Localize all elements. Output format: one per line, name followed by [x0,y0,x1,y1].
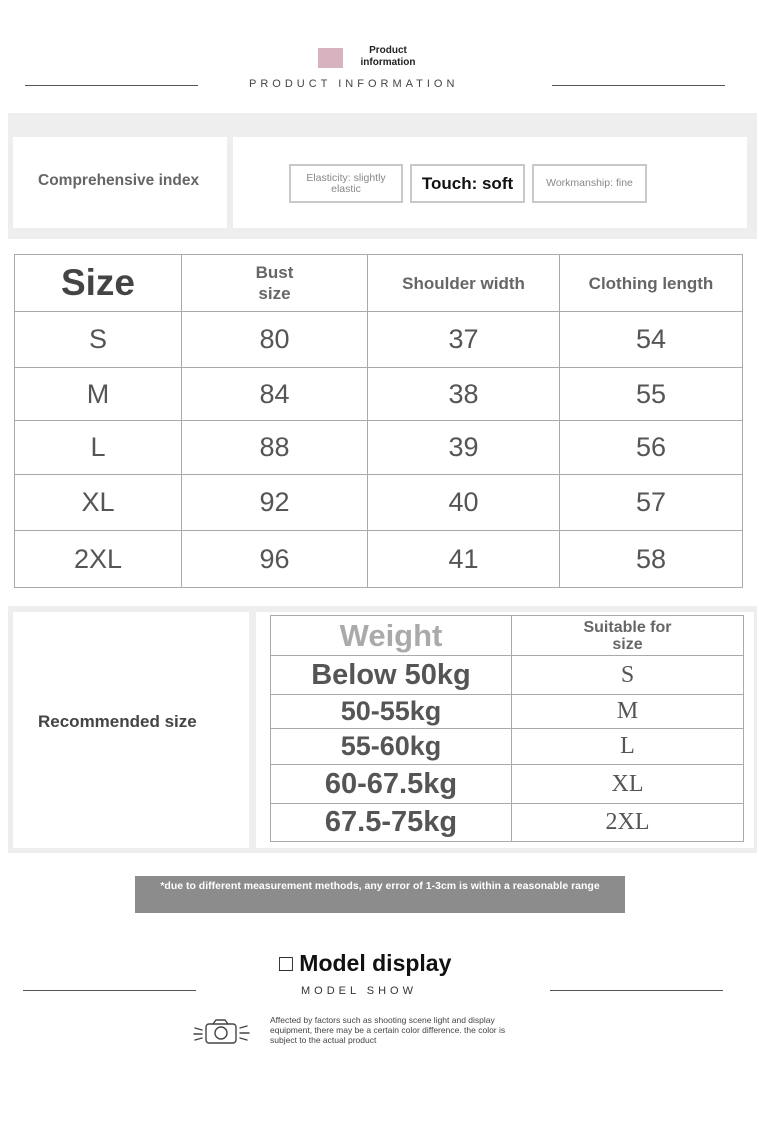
cell-suitable-size: S [512,656,744,695]
cell-size: L [15,421,182,475]
table-row [15,368,743,421]
section-title-cn: Product information [360,45,416,68]
cell-size: 2XL [15,531,182,588]
table-row [15,421,743,475]
table-row [15,475,743,531]
cell-suitable-size: M [512,695,744,729]
cell-bust: 96 [182,531,368,588]
chip-elasticity: Elasticity: slightly elastic [289,164,403,203]
comprehensive-index-label: Comprehensive index [38,172,200,189]
cell-shoulder: 39 [368,421,560,475]
cell-length: 54 [560,312,743,368]
chip-touch: Touch: soft [410,164,525,203]
cell-weight: 50-55kg [271,695,512,729]
table-row [271,804,744,842]
cell-suitable-size: 2XL [512,804,744,842]
recommended-header-row [271,616,744,656]
cell-bust: 80 [182,312,368,368]
table-row [271,695,744,729]
cell-weight: Below 50kg [271,656,512,695]
chip-workmanship: Workmanship: fine [532,164,647,203]
cell-bust: 88 [182,421,368,475]
cell-shoulder: 41 [368,531,560,588]
section-title-en: PRODUCT INFORMATION [249,78,459,90]
header-shoulder: Shoulder width [368,255,560,312]
table-row [15,531,743,588]
cell-length: 55 [560,368,743,421]
model-display-title [279,950,451,977]
table-row [271,656,744,695]
cell-size: S [15,312,182,368]
cell-weight: 67.5-75kg [271,804,512,842]
cell-bust: 84 [182,368,368,421]
table-row [15,312,743,368]
cell-length: 58 [560,531,743,588]
divider-left [23,990,196,991]
size-table-header-row [15,255,743,312]
recommended-size-label: Recommended size [38,712,197,731]
cell-weight: 55-60kg [271,729,512,765]
model-show-subtitle: MODEL SHOW [301,985,417,997]
divider-left [25,85,198,86]
cell-size: XL [15,475,182,531]
color-swatch [318,48,343,68]
camera-icon [193,1016,251,1046]
table-row [271,729,744,765]
title-glyph-icon: □ [279,950,293,976]
cell-suitable-size: L [512,729,744,765]
cell-shoulder: 37 [368,312,560,368]
measurement-note: *due to different measurement methods, any error of 1-3cm is within a reasonable range [135,876,625,913]
recommended-table [270,615,744,842]
cell-length: 56 [560,421,743,475]
cell-suitable-size: XL [512,765,744,804]
cell-weight: 60-67.5kg [271,765,512,804]
header-weight: Weight [271,616,512,656]
header-suitable-size: Suitable for size [512,616,744,656]
cell-shoulder: 38 [368,368,560,421]
model-display-label: Model display [299,950,452,976]
size-table [14,254,743,588]
divider-right [552,85,725,86]
cell-length: 57 [560,475,743,531]
cell-bust: 92 [182,475,368,531]
color-disclaimer: Affected by factors such as shooting scene light and display equipment, there may be a certain color difference. the color is subject to the actual product [270,1015,506,1045]
cell-size: M [15,368,182,421]
header-bust: Bust size [182,255,368,312]
divider-right [550,990,723,991]
header-size: Size [15,255,182,312]
header-length: Clothing length [560,255,743,312]
table-row [271,765,744,804]
cell-shoulder: 40 [368,475,560,531]
